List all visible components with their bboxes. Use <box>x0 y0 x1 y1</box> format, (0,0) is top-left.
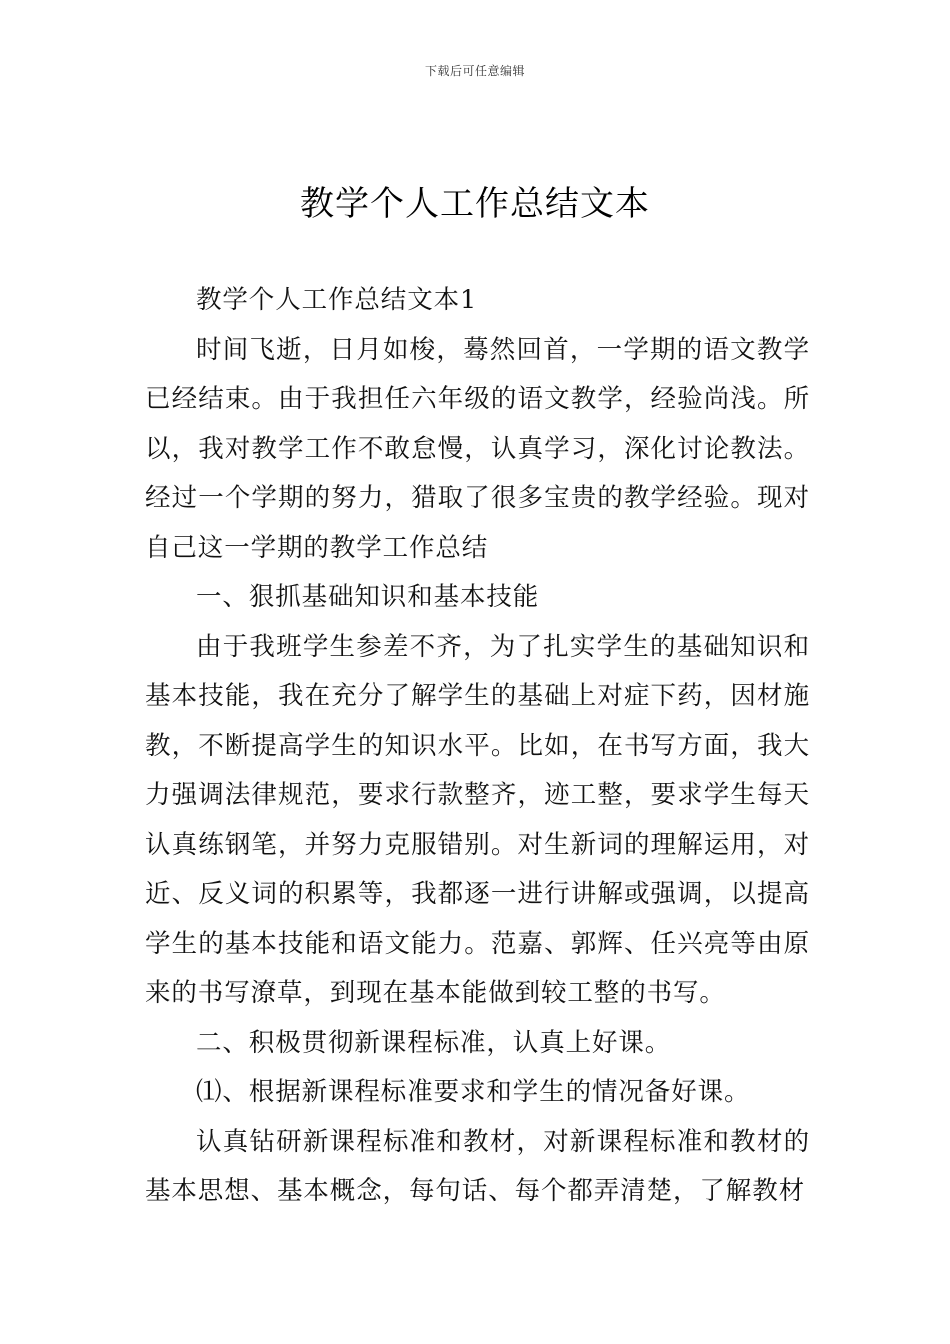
page-header-note: 下载后可任意编辑 <box>424 64 525 78</box>
paragraph-subtitle: 教学个人工作总结文本1 <box>196 285 478 315</box>
paragraph-section-1: 由于我班学生参差不齐，为了扎实学生的基础知识和基本技能，我在充分了解学生的基础上对症下药，因材施教，不断提高学生的知识水平。比如，在书写方面，我大力强调法律规范，要求行款整齐，迹工整，要求学生每天认真练钢笔，并努力克服错别。对生新词的理解运用，对近、反义词的积累等，我都逐一进行讲解或强调，以提高学生的基本技能和语文能力。范嘉、郭辉、任兴亮等由原来的书写潦草，到现在基本能做到较工整的书写。 <box>145 631 810 1008</box>
document-body <box>145 276 810 1217</box>
paragraph-subsection-1: 认真钻研新课程标准和教材，对新课程标准和教材的基本思想、基本概念，每句话、每个都弄清楚，了解教材 <box>145 1126 810 1206</box>
document-title: 教学个人工作总结文本 <box>300 184 650 224</box>
subsection-heading-1: ⑴、根据新课程标准要求和学生的情况备好课。 <box>196 1077 751 1107</box>
section-heading-2: 二、积极贯彻新课程标准，认真上好课。 <box>196 1027 672 1058</box>
section-heading-1: 一、狠抓基础知识和基本技能 <box>196 582 540 612</box>
paragraph-intro: 时间飞逝，日月如梭，蓦然回首，一学期的语文教学已经结束。由于我担任六年级的语文教学，经验尚浅。所以，我对教学工作不敢怠慢，认真学习，深化讨论教法。经过一个学期的努力，猎取了很多宝贵的教学经验。现对自己这一学期的教学工作总结 <box>145 334 810 563</box>
